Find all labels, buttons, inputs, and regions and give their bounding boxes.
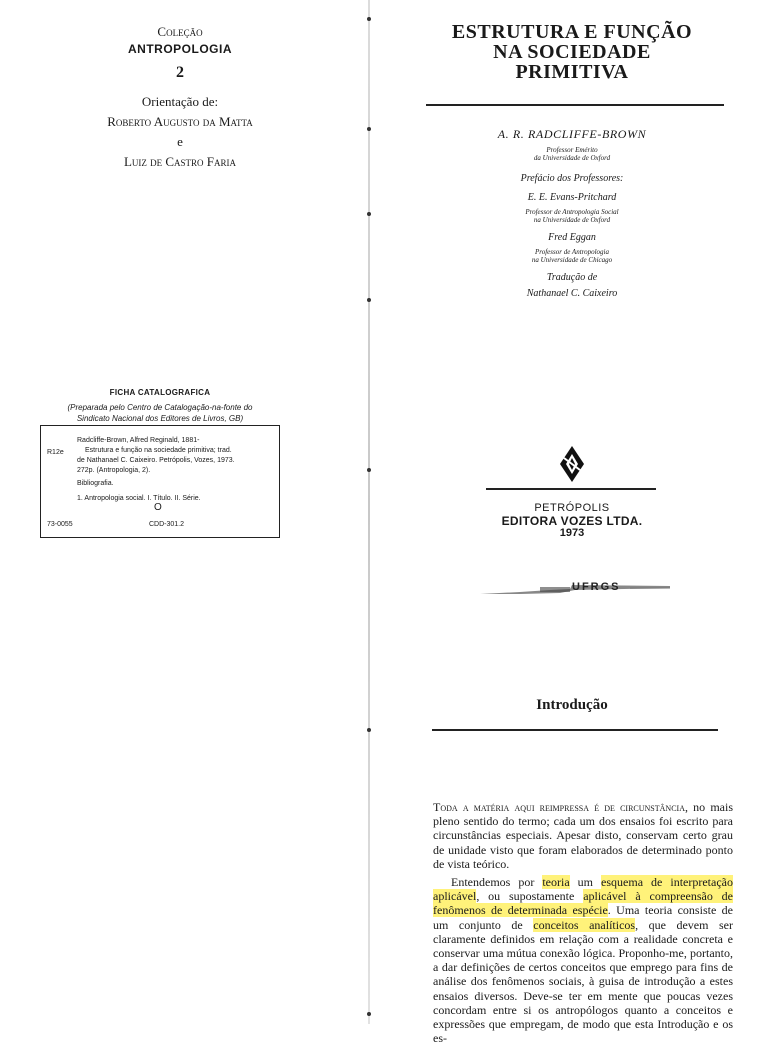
ficha-note — [44, 402, 276, 424]
book-title-line-1: ESTRUTURA E FUNÇÃO — [451, 21, 693, 43]
staple-mark — [367, 17, 371, 21]
preface-author-1-credential-2: na Universidade de Oxford — [533, 216, 611, 224]
orientation-name-1: Roberto Augusto da Matta — [107, 114, 253, 129]
publisher-logo-icon — [558, 444, 586, 484]
catalog-code: R12e — [47, 449, 64, 456]
catalog-line-4: 272p. (Antropologia, 2). — [77, 467, 151, 474]
staple-mark — [367, 728, 371, 732]
catalog-bibliography: Bibliografia. — [77, 480, 114, 487]
catalog-entry — [77, 436, 275, 504]
paragraph-2-text-c: , ou supostamente — [476, 889, 584, 904]
volume-number: 2 — [176, 64, 184, 81]
staple-mark — [367, 468, 371, 472]
publisher-name: EDITORA VOZES LTDA. — [501, 514, 643, 528]
ficha-note-line-2: Sindicato Nacional dos Editores de Livros, GB) — [76, 414, 244, 423]
author-credential-1: Professor Emérito — [546, 146, 598, 154]
highlight-conceitos: conceitos analíticos — [533, 917, 636, 932]
book-title — [428, 22, 716, 82]
catalog-line-2: Estrutura e função na sociedade primitiva; trad. — [85, 447, 232, 454]
catalog-line-1: Radcliffe-Brown, Alfred Reginald, 1881- — [77, 437, 200, 444]
body-text — [433, 800, 733, 1045]
staple-mark — [367, 298, 371, 302]
preface-author-2-credential-2: na Universidade de Chicago — [531, 256, 613, 264]
catalog-cdd: CDD-301.2 — [149, 521, 185, 528]
title-rule — [426, 104, 724, 106]
right-page — [380, 0, 768, 1045]
author-name: A. R. RADCLIFFE-BROWN — [497, 127, 647, 141]
paragraph-2-text-b: um — [569, 875, 602, 890]
paragraph-2-text-a: Entendemos por — [451, 875, 543, 890]
staple-mark — [367, 127, 371, 131]
paragraph-1 — [433, 800, 733, 871]
orientation-name-2: Luiz de Castro Faria — [123, 154, 237, 169]
staple-mark — [367, 212, 371, 216]
catalog-subjects: 1. Antropologia social. I. Título. II. Série. — [77, 495, 201, 502]
paragraph-2 — [433, 875, 733, 1045]
staple-mark — [367, 1012, 371, 1016]
publication-year: 1973 — [559, 527, 585, 539]
author-credential-2: da Universidade de Oxford — [533, 154, 611, 162]
catalog-number: 73-0055 — [47, 521, 73, 528]
preface-label: Prefácio dos Professores: — [520, 173, 624, 184]
publisher-rule — [486, 488, 656, 490]
preface-author-2-credential-1: Professor de Antropologia — [534, 248, 610, 256]
chapter-heading: Introdução — [536, 697, 608, 713]
library-stamp-text: UFRGS — [572, 581, 621, 593]
publisher-city: PETRÓPOLIS — [534, 502, 610, 514]
ficha-note-line-1: (Preparada pelo Centro de Catalogação-na-fonte do — [67, 403, 253, 412]
preface-author-2: Fred Eggan — [548, 232, 596, 243]
catalog-circle: O — [154, 502, 162, 513]
book-gutter — [368, 0, 370, 1024]
series-label: Coleção — [157, 24, 203, 39]
left-page — [0, 0, 360, 1024]
preface-author-1-credential-1: Professor de Antropologia Social — [525, 208, 619, 216]
translator-name: Nathanael C. Caixeiro — [526, 288, 618, 299]
series-name: ANTROPOLOGIA — [128, 42, 232, 56]
paragraph-2-text-d: . Uma teoria consiste de um conjunto de — [433, 903, 733, 932]
orientation-label: Orientação de: — [141, 94, 219, 109]
catalog-card — [40, 425, 280, 538]
chapter-rule — [432, 729, 718, 731]
orientation-and: e — [177, 134, 183, 149]
book-title-line-3: PRIMITIVA — [515, 61, 629, 83]
paragraph-1-rest: no mais pleno sentido do termo; cada um dos ensaios foi escrito para circunstâncias especiais. Apesar disto, conservam certo grau de unidade visto que foram elaborados de determinado ponto de vista teórico. — [433, 800, 733, 871]
paragraph-1-opening: Toda a matéria aqui reimpressa é de circunstância, — [433, 800, 688, 814]
highlight-esquema: esquema de interpretação aplicável — [433, 875, 733, 904]
highlight-compreensao: aplicável à compreensão de fenômenos de determinada espécie — [433, 889, 733, 918]
catalog-line-3: de Nathanael C. Caixeiro. Petrópolis, Vozes, 1973. — [77, 457, 235, 464]
ficha-title: FICHA CATALOGRAFICA — [109, 388, 211, 397]
book-title-line-2: NA SOCIEDADE — [493, 41, 651, 63]
paragraph-2-text-e: , que devem ser claramente definidos em relação com a realidade concreta e conservar uma mútua conexão lógica. Proponho-me, portanto, a dar definições de certos conceitos que emprego para fins de análise dos fenômenos sociais, à guisa de introdução a estes ensaios diversos. Deve-se ter em mente que poucas vezes concordam entre si os antropólogos quanto a conceitos e expressões que empregam, de modo que esta Introdução e os es- — [433, 917, 733, 1045]
highlight-teoria: teoria — [542, 875, 570, 890]
translation-label: Tradução de — [546, 272, 598, 283]
preface-author-1: E. E. Evans-Pritchard — [527, 192, 617, 203]
